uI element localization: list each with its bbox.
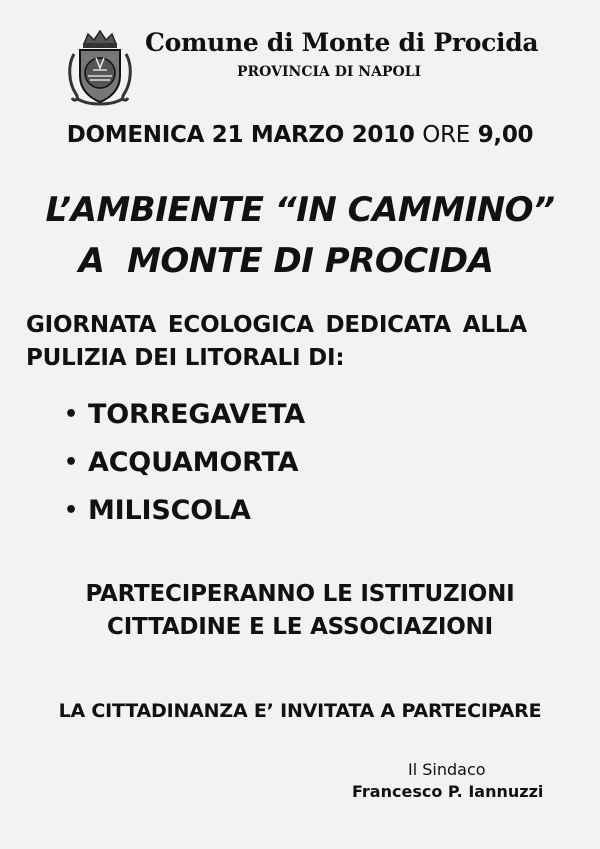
headline-line-1: L’AMBIENTE “IN CAMMINO” [45,190,555,230]
signature-title: Il Sindaco [408,760,486,779]
bullet-icon: • [64,401,78,427]
list-item [64,438,305,486]
event-time: 9,00 [477,122,534,148]
location-name: TORREGAVETA [88,398,305,430]
signature-name: Francesco P. Iannuzzi [352,782,544,801]
municipal-crest-icon [66,28,134,106]
bullet-icon: • [64,497,78,523]
event-date: DOMENICA 21 MARZO 2010 [66,122,415,148]
location-name: MILISCOLA [88,494,251,526]
locations-list [64,390,305,534]
municipality-title: Comune di Monte di Procida [145,28,539,57]
event-time-prefix: ORE [422,122,470,148]
invitation-text: LA CITTADINANZA E’ INVITATA A PARTECIPARE [58,700,542,722]
description-line-2: PULIZIA DEI LITORALI DI: [26,345,345,371]
list-item [64,390,305,438]
participants-line-2: CITTADINE E LE ASSOCIAZIONI [107,614,493,640]
location-name: ACQUAMORTA [88,446,299,478]
description-line-1: GIORNATA ECOLOGICA DEDICATA ALLA [26,312,527,338]
event-date-line [0,122,600,148]
headline-line-2: A MONTE DI PROCIDA [78,241,494,281]
bullet-icon: • [64,449,78,475]
participants-line-1: PARTECIPERANNO LE ISTITUZIONI [85,581,515,607]
province-subtitle: PROVINCIA DI NAPOLI [237,64,422,80]
list-item [64,486,305,534]
